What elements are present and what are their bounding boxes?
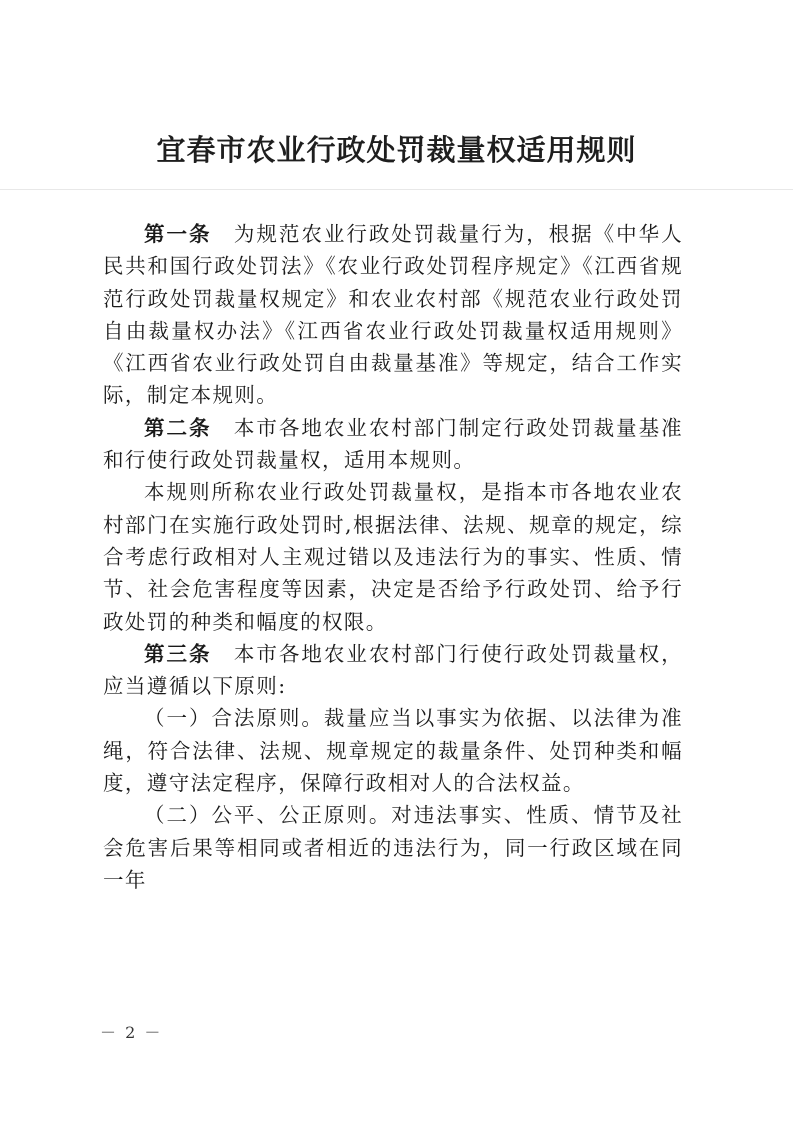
paragraph-text: 本规则所称农业行政处罚裁量权，是指本市各地农业农村部门在实施行政处罚时,根据法律、法规、规章的规定，综合考虑行政相对人主观过错以及违法行为的事实、性质、情节、社会危害程度等因素，决定是否给予行政处罚、给予行政处罚的种类和幅度的权限。: [103, 480, 683, 634]
article-heading: 第三条: [144, 641, 212, 666]
paragraph-text: 本市各地农业农村部门行使行政处罚裁量权，应当遵循以下原则:: [103, 641, 683, 699]
principle-1-paragraph: [103, 702, 683, 799]
paragraph-text: 为规范农业行政处罚裁量行为，根据《中华人民共和国行政处罚法》《农业行政处罚程序规定》《江西省规范行政处罚裁量权规定》和农业农村部《规范农业行政处罚自由裁量权办法》《江西省农业行政处罚裁量权适用规则》《江西省农业行政处罚自由裁量基准》等规定，结合工作实际，制定本规则。: [103, 222, 683, 408]
document-title: 宜春市农业行政处罚裁量权适用规则: [156, 133, 637, 167]
article-2-paragraph: [103, 412, 683, 477]
paragraph-text: （二）公平、公正原则。对违法事实、性质、情节及社会危害后果等相同或者相近的违法行为，同一行政区域在同一年: [103, 803, 683, 892]
article-1-paragraph: [103, 218, 683, 412]
article-heading: 第一条: [144, 222, 212, 246]
document-body: [103, 218, 683, 896]
paragraph-text: 本市各地农业农村部门制定行政处罚裁量基准和行使行政处罚裁量权，适用本规则。: [103, 415, 683, 473]
definition-paragraph: [103, 476, 683, 637]
article-3-paragraph: [103, 638, 683, 703]
principle-2-paragraph: [103, 799, 683, 896]
article-heading: 第二条: [144, 415, 212, 440]
page-number: － 2 －: [100, 1023, 163, 1042]
scan-edge-line: [0, 189, 793, 190]
paragraph-text: （一）合法原则。裁量应当以事实为依据、以法律为准绳，符合法律、法规、规章规定的裁量条件、处罚种类和幅度，遵守法定程序，保障行政相对人的合法权益。: [103, 706, 683, 796]
